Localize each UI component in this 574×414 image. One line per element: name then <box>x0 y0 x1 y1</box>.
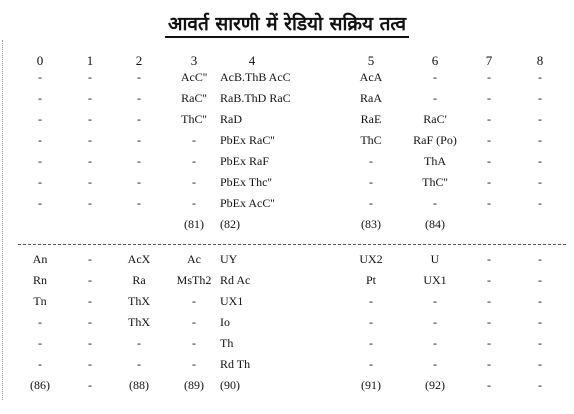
lower-cell-g3: - <box>192 357 196 371</box>
divider-line <box>18 244 566 245</box>
lower-cell-g1: - <box>88 336 92 350</box>
upper-cell-g1: - <box>88 112 92 126</box>
lower-row <box>0 315 574 336</box>
upper-cell-g0: - <box>38 196 42 210</box>
upper-cell-g0: - <box>38 91 42 105</box>
lower-cell-g2: AcX <box>127 252 151 266</box>
lower-cell-g7: - <box>487 378 491 392</box>
upper-cell-g8: - <box>538 133 542 147</box>
upper-cell-g3: AcC'' <box>180 70 208 84</box>
upper-cell-g3: - <box>192 154 196 168</box>
lower-cell-g7: - <box>487 315 491 329</box>
upper-cell-g7: - <box>487 154 491 168</box>
upper-cell-g8: - <box>538 112 542 126</box>
upper-cell-g3: (81) <box>184 217 204 231</box>
upper-row <box>0 154 574 175</box>
lower-cell-g1: - <box>88 252 92 266</box>
upper-cell-g6: (84) <box>425 217 445 231</box>
lower-cell-g3: MsTh2 <box>176 273 212 287</box>
upper-cell-g4: AcB.ThB AcC <box>220 70 291 84</box>
lower-cell-g5: (91) <box>361 378 381 392</box>
lower-cell-g4: Rd Ac <box>220 273 251 287</box>
lower-cell-g1: - <box>88 294 92 308</box>
upper-cell-g3: - <box>192 196 196 210</box>
upper-cell-g6: RaC' <box>423 112 447 126</box>
periodic-table <box>0 53 574 399</box>
lower-cell-g7: - <box>487 294 491 308</box>
lower-cell-g0: Tn <box>33 294 47 308</box>
upper-cell-g4: PbEx RaC'' <box>220 133 275 147</box>
upper-cell-g8: - <box>538 70 542 84</box>
lower-cell-g3: (89) <box>184 378 204 392</box>
lower-cell-g8: - <box>538 378 542 392</box>
lower-cell-g5: - <box>369 336 373 350</box>
lower-cell-g5: - <box>369 315 373 329</box>
lower-cell-g6: U <box>430 252 440 266</box>
lower-cell-g7: - <box>487 336 491 350</box>
lower-cell-g0: (86) <box>30 378 50 392</box>
lower-cell-g0: - <box>38 336 42 350</box>
lower-cell-g3: Ac <box>187 252 201 266</box>
lower-cell-g1: - <box>88 357 92 371</box>
lower-row <box>0 273 574 294</box>
upper-cell-g0: - <box>38 133 42 147</box>
lower-row <box>0 294 574 315</box>
upper-cell-g4: RaD <box>220 112 242 126</box>
lower-cell-g0: - <box>38 357 42 371</box>
lower-cell-g4: Rd Th <box>220 357 251 371</box>
lower-cell-g2: Ra <box>132 273 146 287</box>
lower-cell-g2: ThX <box>128 315 150 329</box>
upper-cell-g0: - <box>38 154 42 168</box>
upper-row <box>0 70 574 91</box>
upper-cell-g1: - <box>88 196 92 210</box>
upper-cell-g0: - <box>38 112 42 126</box>
lower-cell-g0: An <box>32 252 48 266</box>
upper-cell-g8: - <box>538 91 542 105</box>
lower-cell-g4: UX1 <box>220 294 244 308</box>
lower-cell-g4: (90) <box>220 378 240 392</box>
upper-cell-g7: - <box>487 133 491 147</box>
upper-cell-g2: - <box>137 91 141 105</box>
lower-cell-g1: - <box>88 273 92 287</box>
lower-cell-g7: - <box>487 357 491 371</box>
upper-cell-g5: (83) <box>361 217 381 231</box>
upper-section <box>0 70 574 238</box>
lower-cell-g2: - <box>137 336 141 350</box>
group-5: 5 <box>367 53 375 68</box>
upper-cell-g6: RaF (Po) <box>413 133 457 147</box>
section-divider <box>0 238 574 252</box>
lower-cell-g8: - <box>538 294 542 308</box>
lower-cell-g2: ThX <box>128 294 150 308</box>
upper-cell-g5: - <box>369 154 373 168</box>
lower-cell-g6: - <box>433 315 437 329</box>
upper-cell-g5: - <box>369 175 373 189</box>
upper-row <box>0 175 574 196</box>
upper-cell-g1: - <box>88 175 92 189</box>
lower-cell-g0: - <box>38 315 42 329</box>
upper-cell-g2: - <box>137 70 141 84</box>
upper-cell-g0: - <box>38 70 42 84</box>
group-3: 3 <box>190 53 198 68</box>
lower-cell-g6: - <box>433 294 437 308</box>
lower-cell-g6: - <box>433 336 437 350</box>
lower-cell-g7: - <box>487 252 491 266</box>
lower-cell-g8: - <box>538 357 542 371</box>
upper-cell-g2: - <box>137 175 141 189</box>
group-6: 6 <box>431 53 439 68</box>
lower-cell-g2: - <box>137 357 141 371</box>
lower-cell-g3: - <box>192 336 196 350</box>
lower-cell-g5: Pt <box>365 273 376 287</box>
upper-cell-g3: - <box>192 175 196 189</box>
upper-cell-g6: - <box>433 70 437 84</box>
lower-cell-g7: - <box>487 273 491 287</box>
lower-cell-g0: Rn <box>32 273 47 287</box>
upper-cell-g5: RaE <box>360 112 382 126</box>
upper-row <box>0 112 574 133</box>
lower-section <box>0 252 574 399</box>
upper-cell-g5: AcA <box>359 70 383 84</box>
upper-cell-g1: - <box>88 91 92 105</box>
title-text: आवर्त सारणी में रेडियो सक्रिय तत्व <box>165 13 409 38</box>
upper-cell-g1: - <box>88 154 92 168</box>
upper-row <box>0 91 574 112</box>
group-2: 2 <box>135 53 143 68</box>
lower-cell-g2: (88) <box>129 378 149 392</box>
upper-cell-g2: - <box>137 154 141 168</box>
lower-cell-g4: UY <box>220 252 238 266</box>
lower-row <box>0 252 574 273</box>
upper-cell-g6: ThA <box>424 154 446 168</box>
lower-cell-g8: - <box>538 252 542 266</box>
lower-cell-g8: - <box>538 273 542 287</box>
upper-cell-g2: - <box>137 196 141 210</box>
upper-cell-g1: - <box>88 133 92 147</box>
upper-cell-g7: - <box>487 70 491 84</box>
upper-cell-g8: - <box>538 196 542 210</box>
upper-cell-g4: RaB.ThD RaC <box>220 91 291 105</box>
upper-cell-g2: - <box>137 112 141 126</box>
upper-cell-g4: PbEx RaF <box>220 154 270 168</box>
lower-cell-g1: - <box>88 315 92 329</box>
upper-cell-g8: - <box>538 175 542 189</box>
group-0: 0 <box>36 53 44 68</box>
upper-cell-g5: RaA <box>360 91 382 105</box>
lower-cell-g4: Io <box>220 315 230 329</box>
upper-cell-g6: - <box>433 91 437 105</box>
upper-cell-g0: - <box>38 175 42 189</box>
lower-cell-g6: UX1 <box>423 273 447 287</box>
group-1: 1 <box>86 53 94 68</box>
group-8: 8 <box>536 53 544 68</box>
group-7: 7 <box>485 53 493 68</box>
upper-cell-g8: - <box>538 154 542 168</box>
lower-row <box>0 336 574 357</box>
upper-cell-g6: ThC'' <box>422 175 448 189</box>
lower-cell-g5: UX2 <box>359 252 383 266</box>
upper-row <box>0 133 574 154</box>
group-header-row <box>0 53 574 70</box>
upper-cell-g6: - <box>433 196 437 210</box>
lower-cell-g6: - <box>433 357 437 371</box>
lower-row <box>0 357 574 378</box>
upper-cell-g7: - <box>487 196 491 210</box>
upper-cell-g3: - <box>192 133 196 147</box>
group-4: 4 <box>248 53 256 68</box>
lower-cell-g8: - <box>538 336 542 350</box>
upper-cell-g2: - <box>137 133 141 147</box>
upper-cell-g4: PbEx Thc'' <box>220 175 272 189</box>
upper-cell-g3: ThC'' <box>181 112 207 126</box>
lower-cell-g4: Th <box>220 336 234 350</box>
upper-cell-g7: - <box>487 91 491 105</box>
upper-row <box>0 196 574 217</box>
lower-cell-g3: - <box>192 315 196 329</box>
upper-cell-g7: - <box>487 175 491 189</box>
upper-cell-g4: PbEx AcC'' <box>220 196 275 210</box>
page-title <box>0 10 574 36</box>
lower-cell-g5: - <box>369 357 373 371</box>
upper-cell-g4: (82) <box>220 217 240 231</box>
lower-cell-g8: - <box>538 315 542 329</box>
upper-row <box>0 217 574 238</box>
upper-cell-g5: ThC <box>360 133 382 147</box>
lower-cell-g1: - <box>88 378 92 392</box>
lower-cell-g5: - <box>369 294 373 308</box>
upper-cell-g7: - <box>487 112 491 126</box>
upper-cell-g3: RaC'' <box>181 91 207 105</box>
upper-cell-g1: - <box>88 70 92 84</box>
lower-row <box>0 378 574 399</box>
lower-cell-g3: - <box>192 294 196 308</box>
lower-cell-g6: (92) <box>425 378 445 392</box>
upper-cell-g5: - <box>369 196 373 210</box>
